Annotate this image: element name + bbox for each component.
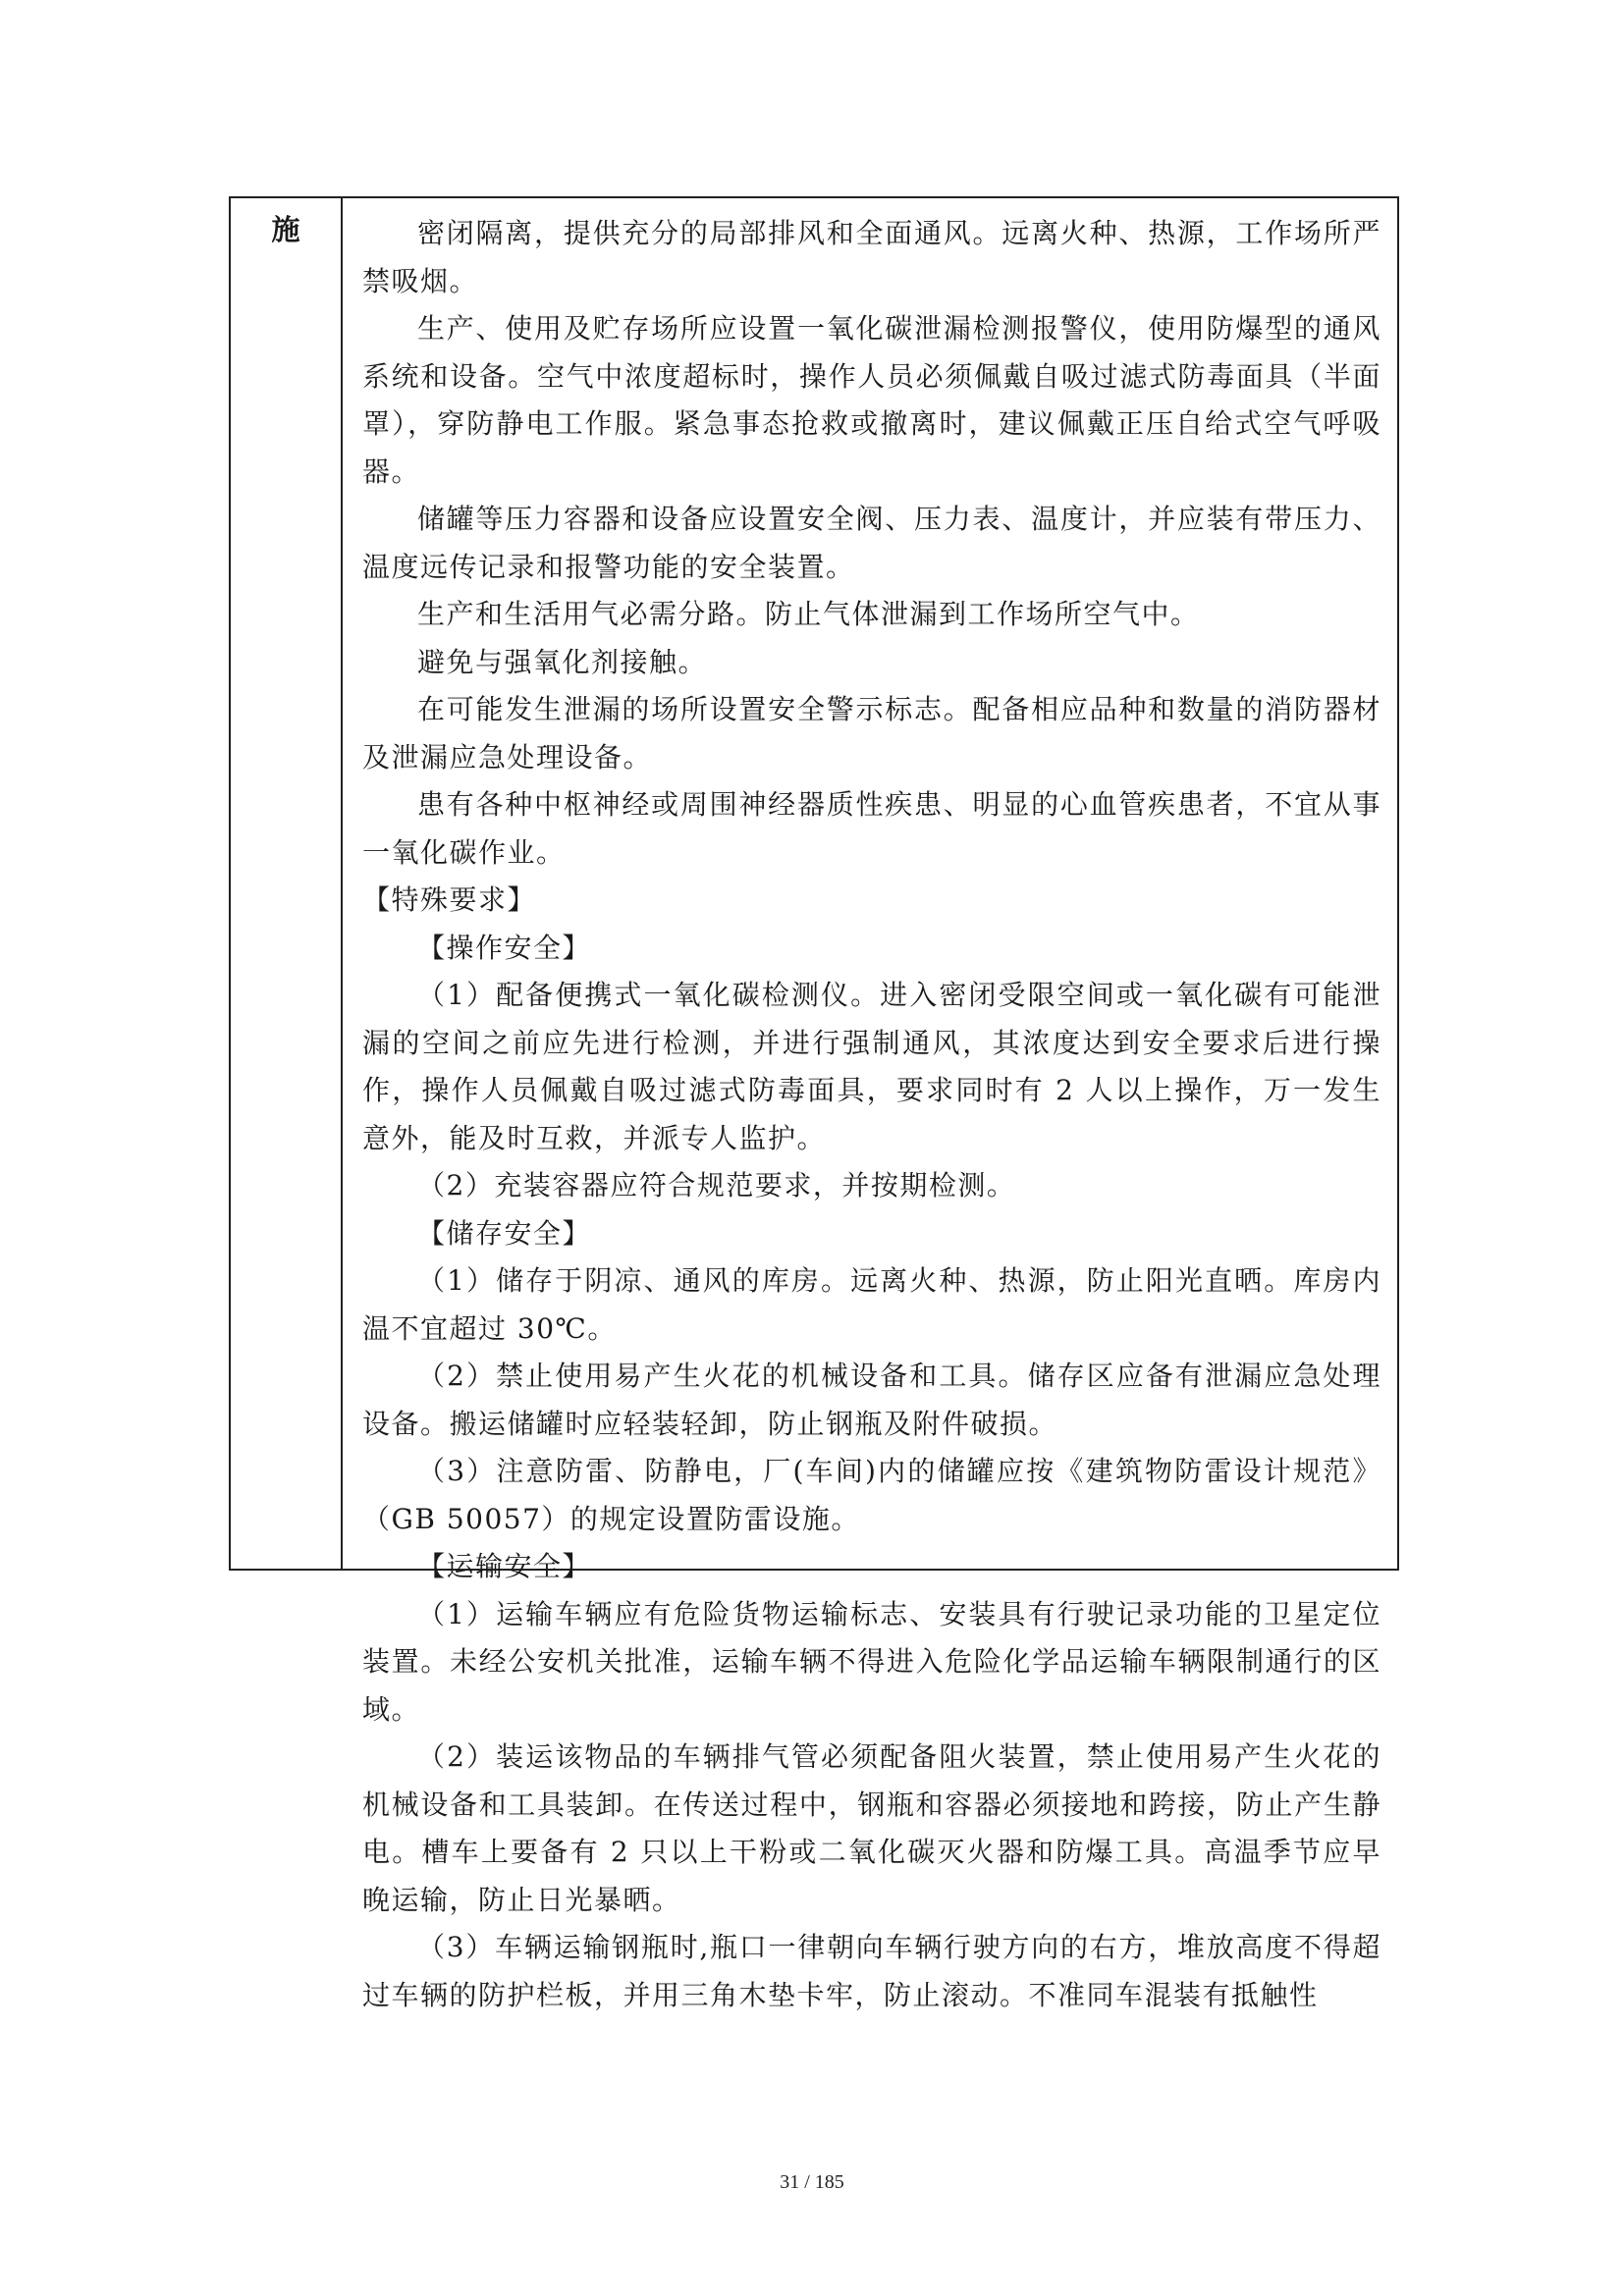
paragraph: （3）车辆运输钢瓶时,瓶口一律朝向车辆行驶方向的右方，堆放高度不得超过车辆的防护栏板，并用三角木垫卡牢，防止滚动。不准同车混装有抵触性 bbox=[362, 1931, 1381, 2011]
paragraph: （2）充装容器应符合规范要求，并按期检测。 bbox=[417, 1169, 1016, 1201]
paragraph: 生产和生活用气必需分路。防止气体泄漏到工作场所空气中。 bbox=[417, 598, 1200, 630]
paragraph: （1）配备便携式一氧化碳检测仪。进入密闭受限空间或一氧化碳有可能泄漏的空间之前应先进行检测，并进行强制通风，其浓度达到安全要求后进行操作，操作人员佩戴自吸过滤式防毒面具，要求同时有 2 人以上操作，万一发生意外，能及时互救，并派专人监护。 bbox=[362, 979, 1381, 1154]
row-label: 施 bbox=[271, 213, 300, 246]
paragraph: 密闭隔离，提供充分的局部排风和全面通风。远离火种、热源，工作场所严禁吸烟。 bbox=[362, 217, 1381, 297]
paragraph: 在可能发生泄漏的场所设置安全警示标志。配备相应品种和数量的消防器材及泄漏应急处理设备。 bbox=[362, 693, 1381, 774]
paragraph: （2）装运该物品的车辆排气管必须配备阻火装置，禁止使用易产生火花的机械设备和工具装卸。在传送过程中，钢瓶和容器必须接地和跨接，防止产生静电。槽车上要备有 2 只以上干粉或二氧化碳灭火器和防爆工具。高温季节应早晚运输，防止日光暴晒。 bbox=[362, 1740, 1381, 1916]
paragraph: （1）储存于阴凉、通风的库房。远离火种、热源，防止阳光直晒。库房内温不宜超过 30℃。 bbox=[362, 1264, 1381, 1345]
subsection-heading-operation: 【操作安全】 bbox=[417, 931, 592, 964]
subsection-heading-storage: 【储存安全】 bbox=[417, 1216, 592, 1250]
row-content-cell bbox=[343, 198, 1397, 2011]
subsection-heading-transport: 【运输安全】 bbox=[417, 1550, 592, 1582]
paragraph: （3）注意防雷、防静电，厂(车间)内的储罐应按《建筑物防雷设计规范》（GB 50057）的规定设置防雷设施。 bbox=[362, 1455, 1381, 1535]
paragraph: （1）运输车辆应有危险货物运输标志、安装具有行驶记录功能的卫星定位装置。未经公安机关批准，运输车辆不得进入危险化学品运输车辆限制通行的区域。 bbox=[362, 1597, 1381, 1726]
measures-table bbox=[229, 196, 1399, 2011]
paragraph: 避免与强氧化剂接触。 bbox=[417, 645, 708, 678]
paragraph: 储罐等压力容器和设备应设置安全阀、压力表、温度计，并应装有带压力、温度远传记录和报警功能的安全装置。 bbox=[362, 503, 1381, 583]
page-number: 31 / 185 bbox=[780, 2171, 844, 2193]
row-label-cell bbox=[231, 198, 343, 1569]
paragraph: 患有各种中枢神经或周围神经器质性疾患、明显的心血管疾患者，不宜从事一氧化碳作业。 bbox=[362, 788, 1381, 869]
section-heading-special: 【特殊要求】 bbox=[362, 883, 537, 916]
paragraph: （2）禁止使用易产生火花的机械设备和工具。储存区应备有泄漏应急处理设备。搬运储罐时应轻装轻卸，防止钢瓶及附件破损。 bbox=[362, 1360, 1381, 1440]
paragraph: 生产、使用及贮存场所应设置一氧化碳泄漏检测报警仪，使用防爆型的通风系统和设备。空气中浓度超标时，操作人员必须佩戴自吸过滤式防毒面具（半面罩），穿防静电工作服。紧急事态抢救或撤离时，建议佩戴正压自给式空气呼吸器。 bbox=[362, 312, 1381, 488]
